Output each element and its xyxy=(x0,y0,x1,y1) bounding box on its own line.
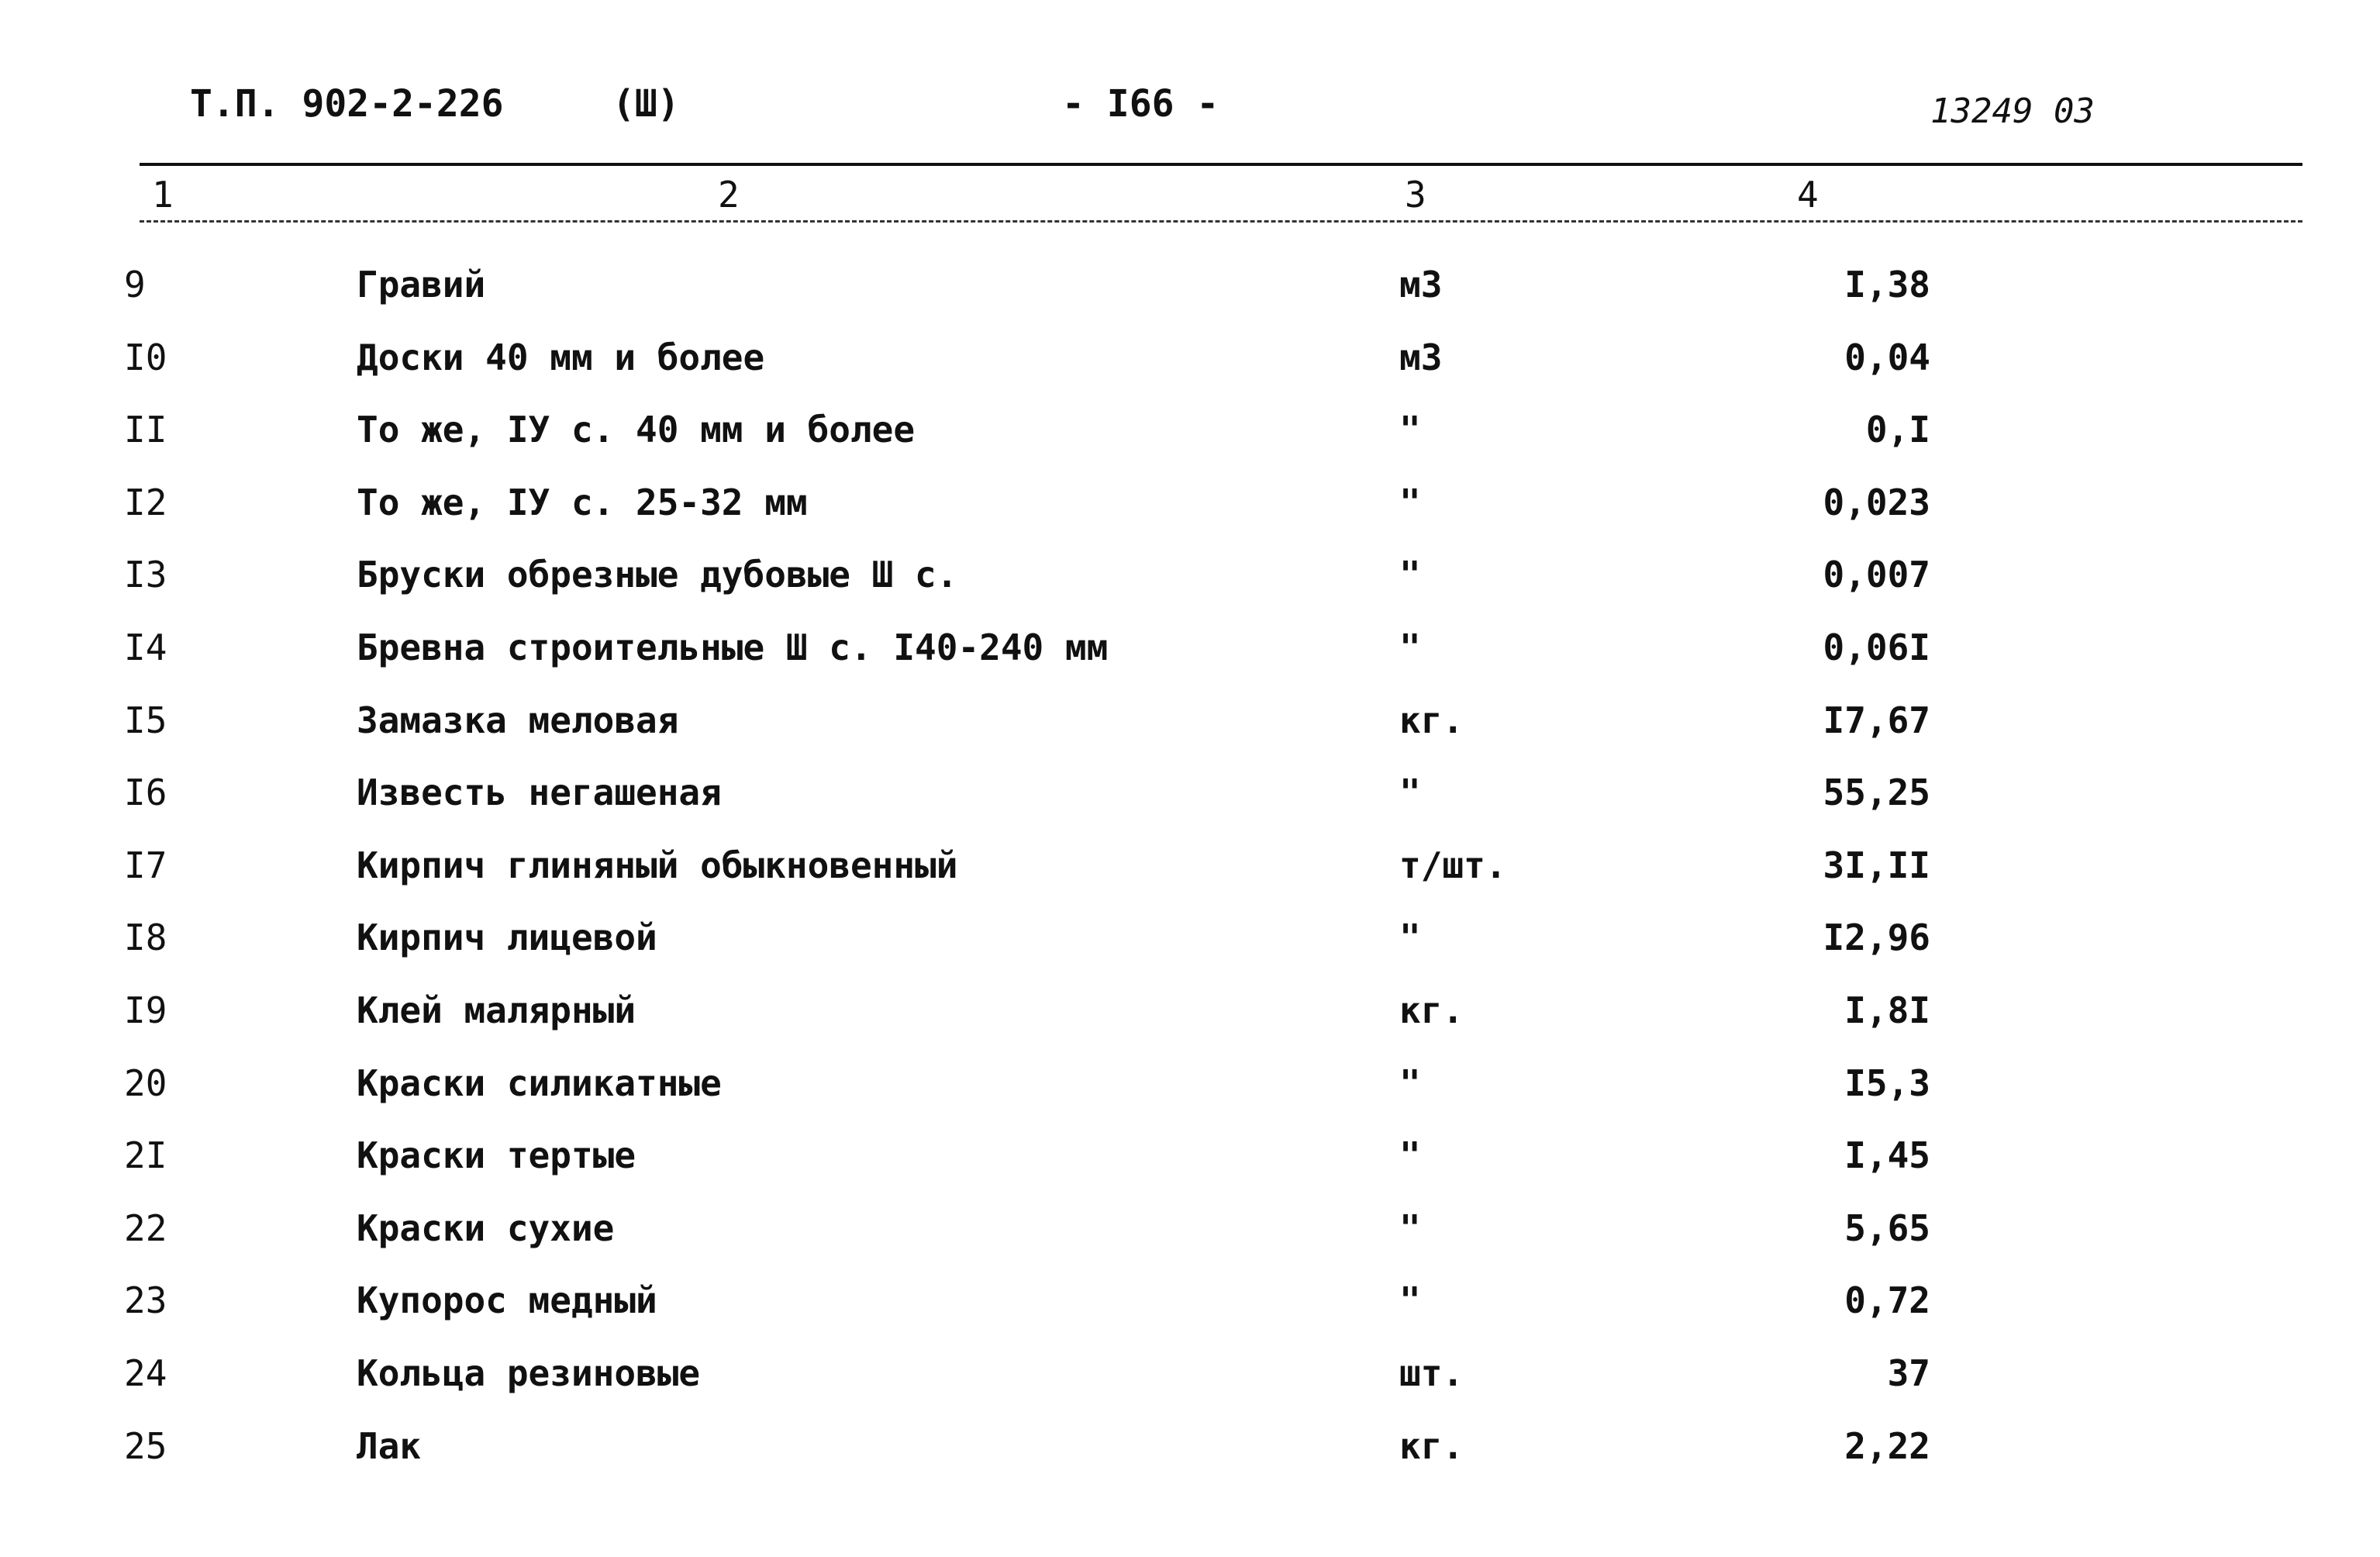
quantity-value: 0,I xyxy=(1865,409,1930,451)
table-row xyxy=(0,917,2380,989)
table-row xyxy=(0,1062,2380,1135)
material-name: Кирпич лицевой xyxy=(357,917,657,959)
row-number: I4 xyxy=(124,626,167,668)
unit-of-measure: т/шт. xyxy=(1399,844,1507,886)
row-number: 20 xyxy=(124,1062,167,1104)
quantity-value: 0,023 xyxy=(1823,481,1930,523)
table-row xyxy=(0,699,2380,772)
unit-of-measure: м3 xyxy=(1399,336,1443,378)
material-name: Краски силикатные xyxy=(357,1062,722,1104)
table-row xyxy=(0,1279,2380,1352)
unit-of-measure: " xyxy=(1399,917,1421,959)
material-name: Кирпич глиняный обыкновенный xyxy=(357,844,958,886)
unit-of-measure: кг. xyxy=(1399,1424,1464,1467)
row-number: I8 xyxy=(124,917,167,959)
row-number: I9 xyxy=(124,989,167,1031)
unit-of-measure: " xyxy=(1399,626,1421,668)
quantity-value: 0,007 xyxy=(1823,554,1930,596)
unit-of-measure: шт. xyxy=(1399,1352,1464,1394)
unit-of-measure: " xyxy=(1399,554,1421,596)
column-header-4: 4 xyxy=(1797,174,1819,216)
page-number: - I66 - xyxy=(1062,82,1219,126)
quantity-value: 37 xyxy=(1887,1352,1930,1394)
quantity-value: 0,04 xyxy=(1844,336,1930,378)
material-name: Лак xyxy=(357,1424,422,1467)
material-name: То же, IУ с. 40 мм и более xyxy=(357,409,916,451)
unit-of-measure: кг. xyxy=(1399,699,1464,741)
unit-of-measure: кг. xyxy=(1399,989,1464,1031)
table-row xyxy=(0,1134,2380,1207)
material-name: Краски сухие xyxy=(357,1207,615,1249)
material-name: Гравий xyxy=(357,264,486,306)
row-number: 23 xyxy=(124,1279,167,1322)
table-row xyxy=(0,264,2380,337)
material-name: Клей малярный xyxy=(357,989,636,1031)
material-name: Бруски обрезные дубовые Ш с. xyxy=(357,554,958,596)
table-row xyxy=(0,409,2380,482)
row-number: 24 xyxy=(124,1352,167,1394)
table-row xyxy=(0,1425,2380,1498)
unit-of-measure: " xyxy=(1399,481,1421,523)
quantity-value: I,38 xyxy=(1844,264,1930,306)
table-row xyxy=(0,1352,2380,1425)
table-row xyxy=(0,844,2380,917)
quantity-value: 3I,II xyxy=(1823,844,1930,886)
table-row xyxy=(0,482,2380,554)
table-row xyxy=(0,627,2380,699)
row-number: 25 xyxy=(124,1424,167,1467)
column-header-3: 3 xyxy=(1405,174,1426,216)
material-name: Купорос медный xyxy=(357,1279,657,1322)
quantity-value: 55,25 xyxy=(1823,772,1930,814)
material-name: Краски тертые xyxy=(357,1134,636,1177)
quantity-value: I,8I xyxy=(1844,989,1930,1031)
material-name: Кольца резиновые xyxy=(357,1352,701,1394)
unit-of-measure: " xyxy=(1399,1062,1421,1104)
material-name: Известь негашеная xyxy=(357,772,722,814)
material-name: Замазка меловая xyxy=(357,699,679,741)
material-name: То же, IУ с. 25-32 мм xyxy=(357,481,808,523)
inventory-number: 13249 03 xyxy=(1930,91,2095,131)
unit-of-measure: " xyxy=(1399,409,1421,451)
quantity-value: 2,22 xyxy=(1844,1424,1930,1467)
section-mark: (Ш) xyxy=(612,82,680,126)
row-number: 9 xyxy=(124,264,146,306)
row-number: I3 xyxy=(124,554,167,596)
table-row xyxy=(0,337,2380,409)
quantity-value: I,45 xyxy=(1844,1134,1930,1177)
quantity-value: 0,06I xyxy=(1823,626,1930,668)
materials-table xyxy=(0,264,2380,1497)
header-rule xyxy=(140,220,2302,223)
row-number: I7 xyxy=(124,844,167,886)
row-number: I5 xyxy=(124,699,167,741)
column-header-2: 2 xyxy=(718,174,740,216)
quantity-value: 0,72 xyxy=(1844,1279,1930,1322)
table-row xyxy=(0,554,2380,627)
table-row xyxy=(0,989,2380,1062)
quantity-value: I7,67 xyxy=(1823,699,1930,741)
column-header-1: 1 xyxy=(152,174,174,216)
material-name: Доски 40 мм и более xyxy=(357,336,765,378)
quantity-value: I5,3 xyxy=(1844,1062,1930,1104)
quantity-value: I2,96 xyxy=(1823,917,1930,959)
table-row xyxy=(0,772,2380,844)
row-number: I6 xyxy=(124,772,167,814)
unit-of-measure: " xyxy=(1399,1134,1421,1177)
table-row xyxy=(0,1207,2380,1280)
row-number: I0 xyxy=(124,336,167,378)
row-number: 22 xyxy=(124,1207,167,1249)
unit-of-measure: м3 xyxy=(1399,264,1443,306)
material-name: Бревна строительные Ш с. I40-240 мм xyxy=(357,626,1109,668)
top-rule xyxy=(140,163,2302,166)
unit-of-measure: " xyxy=(1399,1279,1421,1322)
quantity-value: 5,65 xyxy=(1844,1207,1930,1249)
row-number: I2 xyxy=(124,481,167,523)
unit-of-measure: " xyxy=(1399,1207,1421,1249)
unit-of-measure: " xyxy=(1399,772,1421,814)
row-number: 2I xyxy=(124,1134,167,1177)
row-number: II xyxy=(124,409,167,451)
document-code: Т.П. 902-2-226 xyxy=(190,82,504,126)
